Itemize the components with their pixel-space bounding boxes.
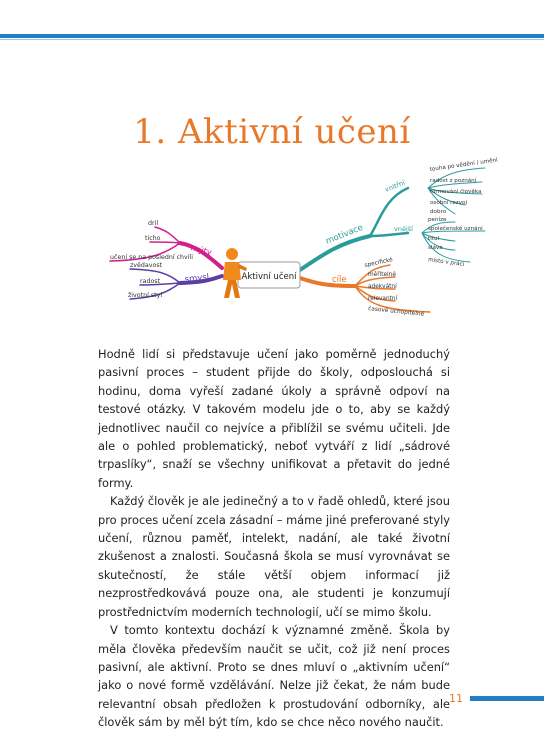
mindmap-label: radost z poznání	[430, 178, 477, 184]
mindmap-label: společenské uznání	[428, 226, 483, 232]
mindmap-label: vnitřní	[383, 178, 407, 194]
mindmap-label: měřitelné	[368, 272, 396, 278]
mindmap-label: zvědavost	[130, 262, 163, 269]
mindmap-label: místo v práci	[427, 257, 465, 269]
mind-map	[110, 157, 499, 328]
mindmap-label: smysl	[184, 272, 210, 285]
mindmap-label: ticho	[145, 235, 161, 242]
body-text	[98, 345, 450, 732]
mindmap-label: relevantní	[368, 296, 398, 302]
mindmap-label: cíle	[332, 275, 347, 285]
mindmap-label: titul	[428, 236, 440, 242]
mindmap-label: peníze	[428, 217, 447, 223]
mindmap-label: touha po vědění / umění	[429, 157, 499, 173]
mindmap-label: učení se na poslední chvíli	[110, 254, 193, 261]
mindmap-label: formování člověka	[430, 189, 482, 195]
mindmap-label: motivace	[324, 222, 365, 247]
mindmap-label: specifické	[364, 257, 394, 269]
mindmap-label: dobro	[430, 209, 447, 215]
mindmap-label: mýty	[189, 243, 213, 259]
mindmap-label: radost	[140, 278, 161, 285]
bottom-blue-bar	[470, 696, 544, 701]
paragraph-2: Každý člověk je ale jedinečný a to v řadě ohledů, které jsou pro proces učení zcela zásadní – máme jiné preferované styly učení, různou paměť, intelekt, nadání, ale také životní zkušenost a znalosti. Současná škola se musí vyrovnávat se skutečností, že stále větší objem informací již nezprostředkovává pouze ona, ale studenti je konzumují prostřednictvím moderních technologií, učí se mimo školu.	[98, 494, 450, 619]
mindmap-label: osobní rozvoj	[430, 200, 468, 206]
mindmap-label: adekvátní	[368, 284, 397, 290]
mindmap-label: vnější	[394, 225, 413, 233]
chapter-title: 1. Aktivní učení	[133, 112, 411, 152]
center-label: Aktivní učení	[241, 272, 297, 282]
mindmap-label: časově uchopitelné	[367, 306, 425, 318]
paragraph-3: V tomto kontextu dochází k významné změně. Škola by měla člověka především naučit se učit, což již není proces pasivní, ale aktivní. Proto se dnes mluví o „aktivním učení“ jako o nové formě vzdělávání. Nelze již čekat, že nám bude relevantní obsah předložen k prostudování odborníky, ale člověk sám by měl být tím, kdo se chce něco nového naučit.	[98, 623, 450, 730]
paragraph-1: Hodně lidí si představuje učení jako poměrně jednoduchý pasivní proces – student přijde do školy, odposlouchá si hodinu, doma vyřeší zadané úkoly a správně odpoví na testové otázky. V takovém modelu jde o to, aby se každý jednotlivec naučil co nejvíce a přiblížil se svému učiteli. Jde ale o pohled problematický, neboť vytváří z lidí „sádrové trpaslíky“, snaží se všechny unifikovat a přetavit do jedné formy.	[98, 347, 450, 490]
top-blue-bar	[0, 34, 544, 38]
branch-cile	[300, 278, 355, 286]
mindmap-label: životní styl	[128, 292, 163, 299]
mindmap-label: sláva	[428, 245, 443, 251]
mindmap-label: dril	[148, 220, 159, 227]
top-blue-line	[0, 39, 544, 40]
page-number: 11	[449, 692, 463, 705]
